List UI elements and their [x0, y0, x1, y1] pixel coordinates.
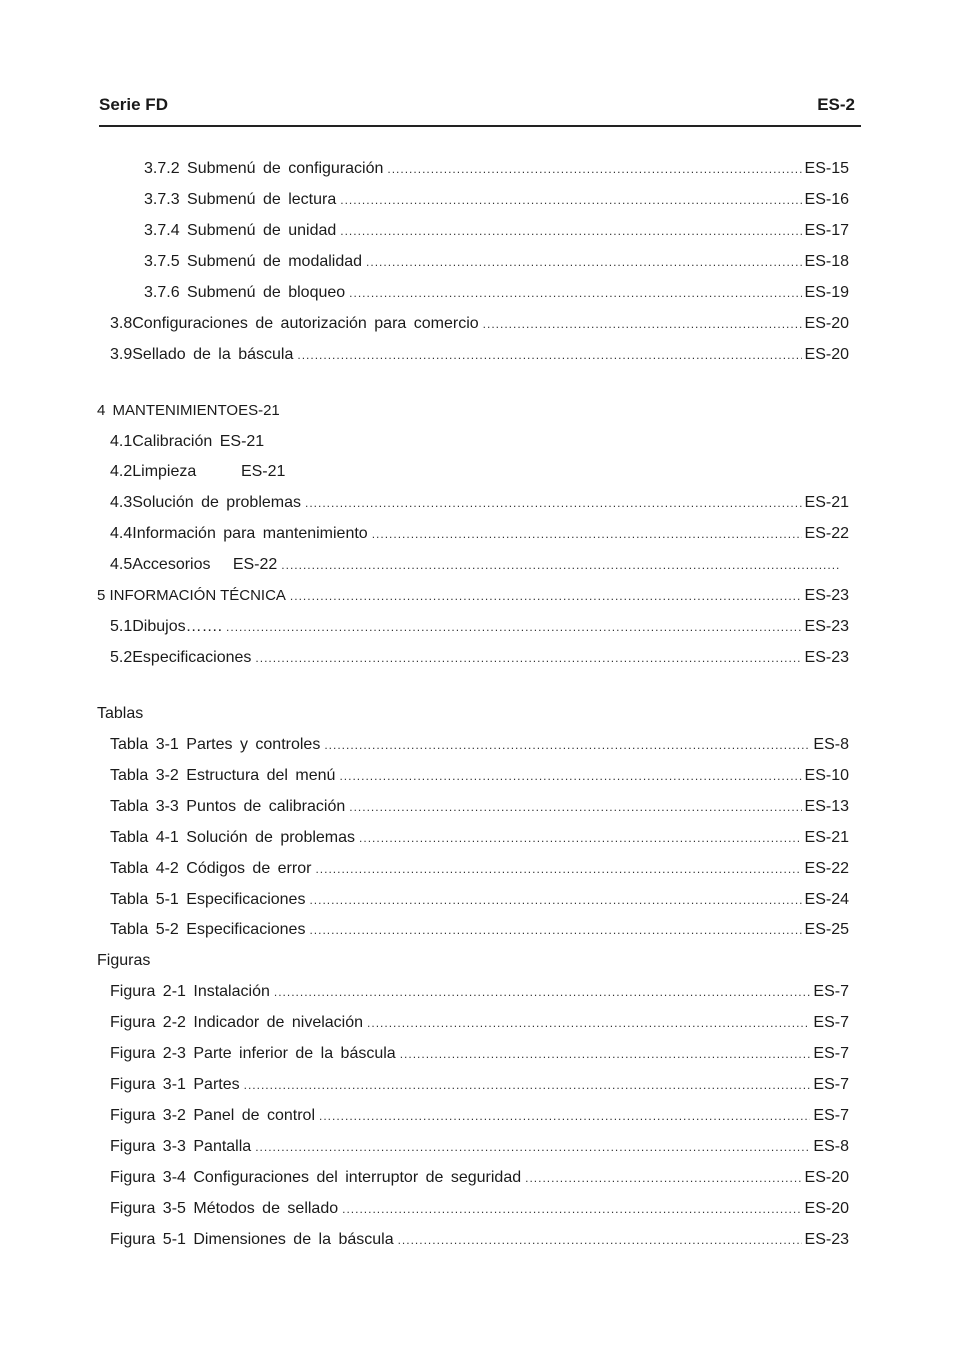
toc-entry-label: Figura 3-1 Partes	[110, 1076, 240, 1093]
toc-entry-3-7-6[interactable]	[144, 281, 849, 305]
toc-entry-page: ES-20	[804, 1169, 849, 1186]
toc-entry-page: ES-10	[804, 767, 849, 784]
toc-entry-page: ES-25	[804, 921, 849, 938]
toc-entry-page: ES-7	[813, 1045, 849, 1062]
toc-entry-page: ES-23	[804, 649, 849, 666]
toc-figure-3-4[interactable]	[110, 1166, 849, 1190]
toc-entry-page: ES-23	[804, 1231, 849, 1248]
toc-leader-dots	[255, 646, 801, 670]
toc-entry-label: 5 INFORMACIÓN TÉCNICA	[97, 587, 286, 604]
toc-entry-label: Figura 3-2 Panel de control	[110, 1107, 315, 1124]
toc-entry-label: 4.4Información para mantenimiento	[110, 525, 368, 542]
toc-entry-label: 3.8Configuraciones de autorización para comercio	[110, 315, 479, 332]
toc-entry-label: 3.7.6 Submenú de bloqueo	[144, 284, 346, 301]
toc-entry-label: Figura 3-5 Métodos de sellado	[110, 1200, 339, 1217]
toc-entry-page: ES-19	[804, 284, 849, 301]
toc-leader-dots	[400, 1042, 811, 1066]
toc-entry-4-4[interactable]	[110, 522, 849, 546]
toc-entry-page: ES-21	[804, 829, 849, 846]
toc-entry-page: ES-7	[813, 983, 849, 1000]
toc-figure-3-1[interactable]	[110, 1073, 849, 1097]
toc-leader-dots	[226, 615, 801, 639]
toc-leader-dots	[324, 733, 810, 757]
toc-leader-dots	[387, 157, 801, 181]
toc-leader-dots	[367, 1011, 810, 1035]
toc-table-3-1[interactable]	[110, 733, 849, 757]
page-header	[99, 95, 861, 127]
toc-entry-3-7-5[interactable]	[144, 250, 849, 274]
toc-entry-label: 3.7.2 Submenú de configuración	[144, 160, 384, 177]
toc-entry-4[interactable]: 4 MANTENIMIENTOES-21	[97, 402, 280, 419]
header-page-number: ES-2	[817, 95, 855, 114]
toc-leader-dots	[319, 1104, 810, 1128]
toc-entry-label: Figura 2-3 Parte inferior de la báscula	[110, 1045, 396, 1062]
toc-entry-page: ES-22	[804, 525, 849, 542]
toc-entry-label: 3.7.3 Submenú de lectura	[144, 191, 337, 208]
toc-entry-label: 3.9Sellado de la báscula	[110, 346, 294, 363]
toc-entry-3-7-2[interactable]	[144, 157, 849, 181]
toc-entry-label: Tabla 3-1 Partes y controles	[110, 736, 321, 753]
toc-entry-label: 3.7.5 Submenú de modalidad	[144, 253, 363, 270]
toc-entry-page: ES-23	[804, 587, 849, 604]
toc-entry-label: 5.2Especificaciones	[110, 649, 252, 666]
toc-figure-3-2[interactable]	[110, 1104, 849, 1128]
toc-entry-page: ES-15	[804, 160, 849, 177]
toc-entry-label: Tabla 3-2 Estructura del menú	[110, 767, 336, 784]
toc-entry-label: Tabla 3-3 Puntos de calibración	[110, 798, 346, 815]
toc-entry-3-7-3[interactable]	[144, 188, 849, 212]
toc-entry-page: ES-7	[813, 1014, 849, 1031]
toc-leader-dots	[398, 1228, 802, 1252]
toc-entry-page: ES-20	[804, 315, 849, 332]
toc-entry-4-1[interactable]: 4.1Calibración ES-21	[110, 433, 265, 450]
toc-entry-4-5[interactable]	[110, 553, 842, 577]
figuras-heading: Figuras	[97, 952, 151, 969]
toc-leader-dots	[309, 888, 801, 912]
toc-leader-dots	[525, 1166, 801, 1190]
toc-entry-page: ES-8	[813, 1138, 849, 1155]
toc-figure-5-1[interactable]	[110, 1228, 849, 1252]
toc-entry-5-1[interactable]	[110, 615, 849, 639]
toc-entry-label: Tabla 4-2 Códigos de error	[110, 860, 312, 877]
toc-leader-dots	[359, 826, 802, 850]
toc-leader-dots	[281, 553, 839, 577]
toc-entry-label: Figura 5-1 Dimensiones de la báscula	[110, 1231, 394, 1248]
toc-figure-2-3[interactable]	[110, 1042, 849, 1066]
toc-table-4-2[interactable]	[110, 857, 849, 881]
toc-entry-label: 3.7.4 Submenú de unidad	[144, 222, 337, 239]
toc-entry-page: ES-20	[804, 346, 849, 363]
toc-entry-4-3[interactable]	[110, 491, 849, 515]
toc-entry-page: ES-21	[804, 494, 849, 511]
toc-leader-dots	[244, 1073, 811, 1097]
toc-leader-dots	[305, 491, 802, 515]
toc-table-5-2[interactable]	[110, 918, 849, 942]
toc-entry-3-7-4[interactable]	[144, 219, 849, 243]
toc-entry-label: Figura 2-1 Instalación	[110, 983, 270, 1000]
toc-entry-label: Figura 2-2 Indicador de nivelación	[110, 1014, 364, 1031]
toc-entry-page: ES-7	[813, 1076, 849, 1093]
toc-leader-dots	[340, 188, 801, 212]
toc-figure-3-3[interactable]	[110, 1135, 849, 1159]
toc-entry-page: ES-16	[804, 191, 849, 208]
tablas-heading: Tablas	[97, 705, 144, 722]
toc-entry-page: ES-13	[804, 798, 849, 815]
toc-figure-2-1[interactable]	[110, 980, 849, 1004]
toc-entry-5[interactable]	[97, 584, 849, 608]
toc-entry-page: ES-22	[804, 860, 849, 877]
toc-entry-label: 4.5Accesorios ES-22	[110, 556, 278, 573]
toc-leader-dots	[483, 312, 802, 336]
toc-leader-dots	[297, 343, 801, 367]
toc-entry-label: Figura 3-4 Configuraciones del interruptor de seguridad	[110, 1169, 522, 1186]
toc-leader-dots	[290, 584, 802, 608]
toc-entry-label: 5.1Dibujos…….	[110, 618, 223, 635]
toc-entry-4-2[interactable]: 4.2Limpieza ES-21	[110, 463, 286, 480]
toc-figure-3-5[interactable]	[110, 1197, 849, 1221]
toc-leader-dots	[309, 918, 801, 942]
toc-leader-dots	[340, 219, 801, 243]
toc-entry-3-9[interactable]	[110, 343, 849, 367]
toc-entry-page: ES-20	[804, 1200, 849, 1217]
toc-leader-dots	[349, 795, 801, 819]
toc-entry-5-2[interactable]	[110, 646, 849, 670]
toc-table-5-1[interactable]	[110, 888, 849, 912]
toc-leader-dots	[349, 281, 801, 305]
toc-entry-label: 4.3Solución de problemas	[110, 494, 302, 511]
toc-entry-page: ES-18	[804, 253, 849, 270]
toc-leader-dots	[342, 1197, 801, 1221]
toc-leader-dots	[315, 857, 801, 881]
toc-entry-page: ES-23	[804, 618, 849, 635]
toc-entry-page: ES-17	[804, 222, 849, 239]
toc-entry-label: Tabla 4-1 Solución de problemas	[110, 829, 356, 846]
toc-entry-label: Tabla 5-1 Especificaciones	[110, 891, 306, 908]
toc-leader-dots	[255, 1135, 810, 1159]
toc-table-3-3[interactable]	[110, 795, 849, 819]
toc-entry-3-8[interactable]	[110, 312, 849, 336]
toc-figure-2-2[interactable]	[110, 1011, 849, 1035]
toc-leader-dots	[372, 522, 802, 546]
toc-table-3-2[interactable]	[110, 764, 849, 788]
toc-entry-page: ES-7	[813, 1107, 849, 1124]
toc-entry-label: Figura 3-3 Pantalla	[110, 1138, 252, 1155]
toc-entry-page: ES-8	[813, 736, 849, 753]
toc-table-4-1[interactable]	[110, 826, 849, 850]
toc-entry-page: ES-24	[804, 891, 849, 908]
toc-leader-dots	[274, 980, 811, 1004]
toc-leader-dots	[339, 764, 801, 788]
toc-entry-label: Tabla 5-2 Especificaciones	[110, 921, 306, 938]
header-series-title: Serie FD	[99, 95, 168, 114]
toc-leader-dots	[366, 250, 801, 274]
